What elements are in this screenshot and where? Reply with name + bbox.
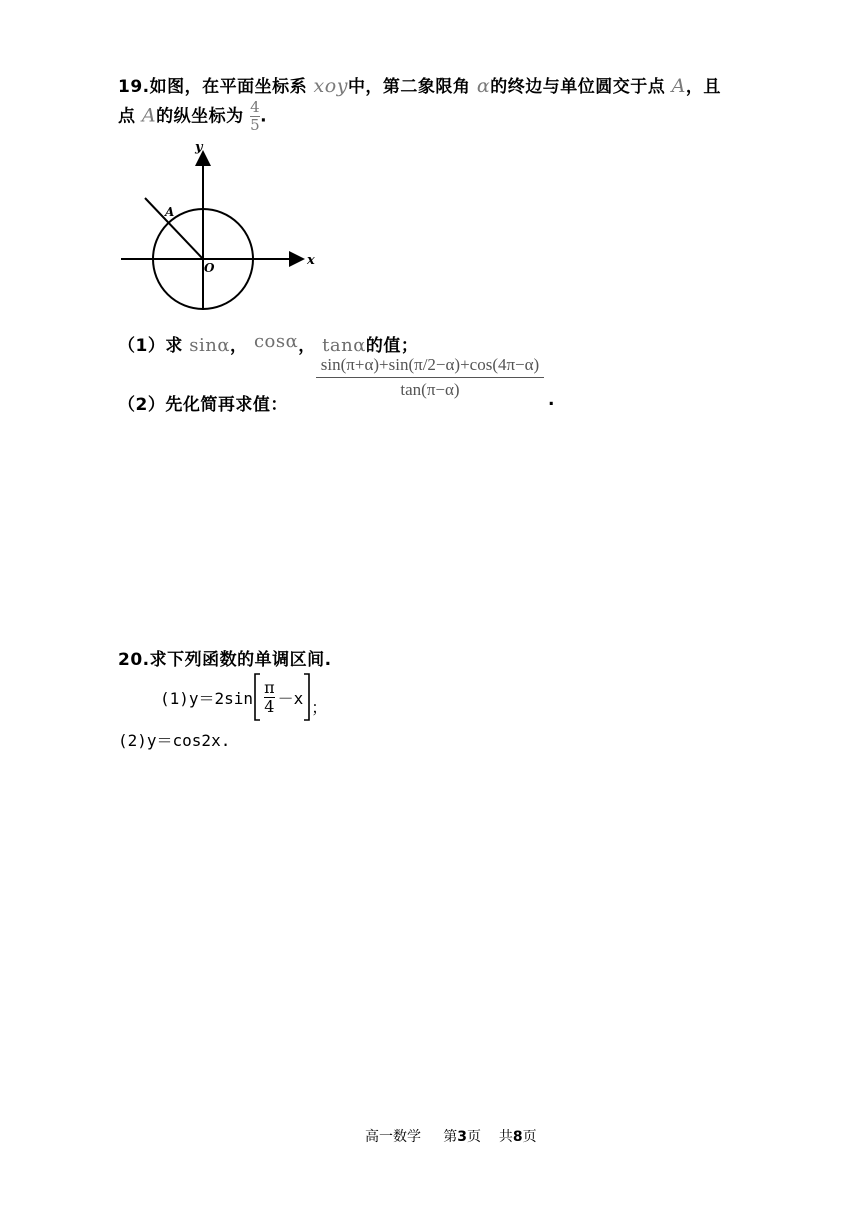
point-a-label: A [165,205,175,219]
sin-alpha: sinα [189,335,231,356]
q19-text-b: 中，第二象限角 [347,77,471,97]
q19-text-d: ，且 [685,77,721,97]
y-axis-label: y [195,140,203,155]
part1-suffix: 的值； [365,336,419,356]
coord-system-label: xoy [313,75,348,97]
q19-text-c: 的终边与单位圆交于点 [490,77,666,97]
footer-total-number: 8 [512,1129,523,1145]
simplify-denominator: tan(π−α) [400,380,460,399]
alpha-symbol: α [476,75,491,97]
pi-numerator: π [264,677,275,697]
q20-part1-prefix: (1)y＝2sin [160,688,254,708]
simplify-fraction-bar [316,377,544,378]
q19-number: 19. [118,77,150,97]
footer-subject: 高一数学 [365,1129,421,1145]
four-denominator: 4 [264,696,275,716]
unit-circle-figure [115,138,325,328]
q19-text-a: 如图，在平面坐标系 [149,77,308,97]
q20-part2: (2)y＝cos2x. [118,731,231,750]
q19-line1 [118,72,721,97]
q20-part1-end: ； [311,698,328,717]
fraction-four-fifths [250,100,260,133]
point-a-symbol: A [671,75,686,97]
part2-end: . [548,390,555,410]
x-axis-label: x [307,253,315,268]
footer-page-suffix: 页 [467,1129,482,1145]
left-paren [253,673,261,721]
footer-page-number: 3 [457,1129,468,1145]
q19-line2-end: . [260,106,268,127]
footer-total-suffix: 页 [522,1129,537,1145]
origin-label: O [204,261,215,275]
right-paren [303,673,311,721]
q19-line2 [118,100,267,133]
q20-part1 [160,672,327,722]
part1-prefix: （1）求 [118,336,183,356]
q19-text-e: 点 [118,106,136,127]
simplify-numerator: sin(π+α)+sin(π/2−α)+cos(4π−α) [320,355,540,374]
pi-over-four [264,677,275,716]
tan-alpha: tanα [322,335,366,356]
footer-total-prefix: 共 [498,1129,513,1145]
q19-part1 [118,331,418,356]
fraction-numerator: 4 [250,98,261,116]
part1-sep1: ， [230,336,248,356]
q19-part2-prefix: （2）先化简再求值： [118,395,288,415]
fraction-denominator: 5 [250,116,261,134]
simplify-fraction [316,355,544,400]
q19-text-f: 的纵坐标为 [156,106,244,127]
minus-x: －x [277,688,304,708]
q20-title: 20.求下列函数的单调区间. [118,650,332,670]
cos-alpha: cosα [253,331,299,352]
point-a-symbol-2: A [141,104,157,127]
page-footer [365,1126,537,1146]
part1-sep2: ， [298,336,316,356]
footer-page-prefix: 第 [443,1129,458,1145]
